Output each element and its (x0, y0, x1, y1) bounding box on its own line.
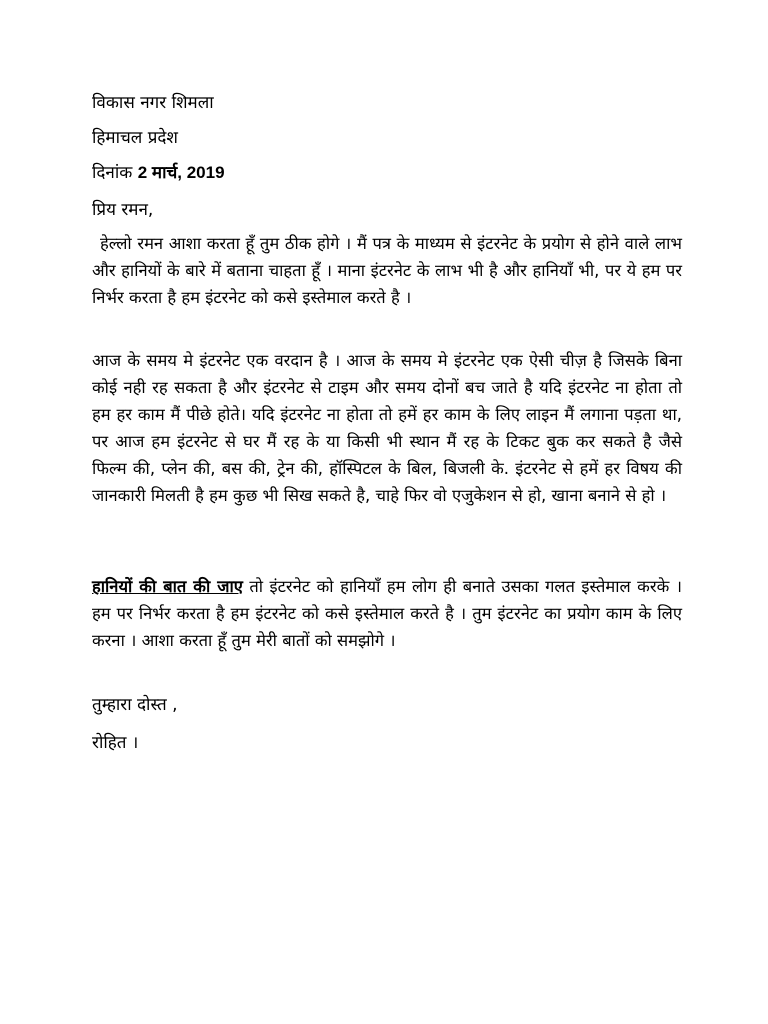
paragraph-2: आज के समय मे इंटरनेट एक वरदान है । आज के समय मे इंटरनेट एक ऐसी चीज़ है जिसके बिना कोई नही रह सकता है और इंटरनेट से टाइम और समय दोनों बच जाते है यदि इंटरनेट ना होता तो हम हर काम मैं पीछे होते। यदि इंटरनेट ना होता तो हमें हर काम के लिए लाइन मैं लगाना पड़ता था, पर आज हम इंटरनेट से घर मैं रह के या किसी भी स्थान मैं रह के टिकट बुक कर सकते है जैसे फिल्म की, प्लेन की, बस की, ट्रेन की, हॉस्पिटल के बिल, बिजली के. इंटरनेट से हमें हर विषय की जानकारी मिलती है हम कुछ भी सिख सकते है, चाहे फिर वो एजुकेशन से हो, खाना बनाने से हो । (92, 351, 682, 505)
date-label: दिनांक (92, 163, 133, 183)
address-line-2: हिमाचल प्रदेश (92, 128, 178, 148)
paragraph-3-emphasis: हानियों की बात की जाए (92, 577, 243, 596)
signature: रोहित । (92, 733, 139, 753)
closing-line: तुम्हारा दोस्त , (92, 695, 178, 715)
paragraph-3-rest: तो इंटरनेट को हानियाँ हम लोग ही बनाते उसका गलत इस्तेमाल करके । हम पर निर्भर करता है हम इंटरनेट को कसे इस्तेमाल करते है । तुम इंटरनेट का प्रयोग काम के लिए करना । आशा करता हूँ तुम मेरी बातों को समझोगे । (92, 577, 682, 650)
date-value: 2 मार्च, 2019 (137, 163, 225, 182)
paragraph-3 (92, 573, 682, 654)
paragraph-1: हेल्लो रमन आशा करता हूँ तुम ठीक होगे । मैं पत्र के माध्यम से इंटरनेट के प्रयोग से होने वाले लाभ और हानियों के बारे में बताना चाहता हूँ । माना इंटरनेट के लाभ भी है और हानियाँ भी, पर ये हम पर निर्भर करता है हम इंटरनेट को कसे इस्तेमाल करते है । (92, 234, 682, 307)
date-line (92, 160, 225, 186)
salutation: प्रिय रमन, (92, 200, 154, 220)
address-line-1: विकास नगर शिमला (92, 93, 214, 113)
